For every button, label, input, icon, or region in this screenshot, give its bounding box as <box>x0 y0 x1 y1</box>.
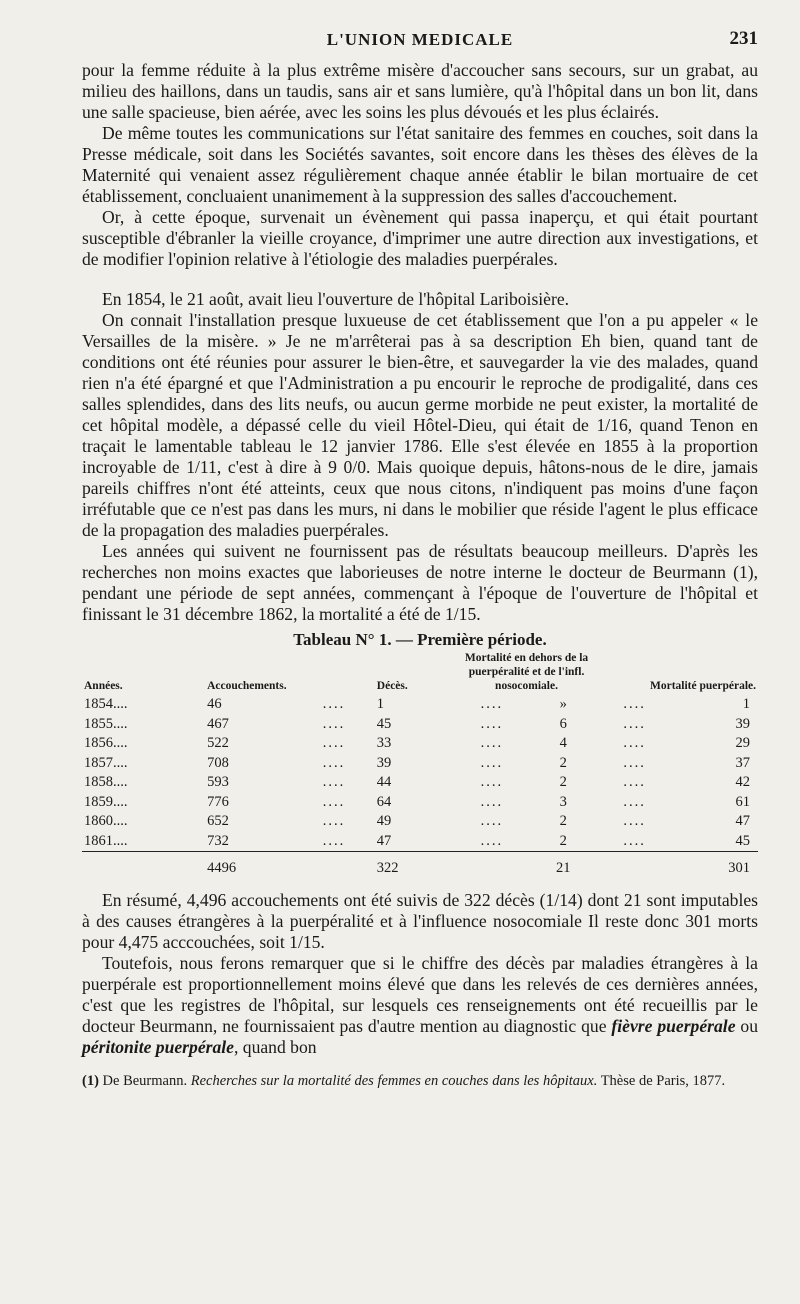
emphasis-fievre: fièvre puerpérale <box>611 1016 736 1036</box>
cell-deaths: 45 <box>376 715 392 732</box>
cell-births: 776 <box>207 793 229 810</box>
cell-external: 4 <box>559 735 567 751</box>
cell-empty <box>297 852 371 881</box>
cell-dots: .... <box>623 754 646 771</box>
paragraph-5: On connait l'installation presque luxueuse de cet établissement que l'on a pu appeler « le Versailles de la misère. » Je ne m'arrêterai pas à sa description Eh bien, quand tant de conditions ont été réunies pour assurer le bien-être, et sauvegarder la vie des malades, quand rien n'a été épargné et que l'Administration a pu encourir le reproche de prodigalité, dans ces salles splendides, dans des lits neufs, ou aucun germe morbide ne peut exister, la mortalité de cet hôpital modèle, a dépassé celle du vieil Hôtel-Dieu, qui était de 1/16, quand Tenon en traçait le lamentable tableau le 12 janvier 1786. Elle s'est élevée en 1855 à la proportion incroyable de 1/11, c'est à dire à 9 0/0. Mais quoique depuis, hâtons-nous de le dire, jamais pareils chiffres n'ont été atteints, ceux que nous citons, n'indiquent pas moins d'une façon irréfutable que ce n'est pas dans les murs, ni dans le mobilier que réside l'agent le plus efficace de la propagation des maladies puerpérales. <box>82 310 758 540</box>
paragraph-2: De même toutes les communications sur l'état sanitaire des femmes en couches, soit dans la Presse médicale, soit dans les Sociétés savantes, soit encore dans les thèses des élèves de la Maternité qui venaient assez régulièrement chaque année établir le bilan mortuaire de cet établissement, concluaient unanimement à la suppression des salles d'accouchement. <box>82 123 758 206</box>
cell-external: 3 <box>559 793 567 810</box>
table-row <box>82 832 758 852</box>
cell-births: 732 <box>207 832 229 849</box>
table-row <box>82 734 758 754</box>
footnote-rest: Thèse de Paris, 1877. <box>600 1073 726 1089</box>
cell-year: 1858.... <box>84 774 128 790</box>
cell-external: 6 <box>559 715 567 732</box>
footnote-title: Recherches sur la mortalité des femmes en couches dans les hôpitaux. <box>190 1073 598 1089</box>
cell-dots: .... <box>480 754 504 771</box>
cell-empty <box>598 852 672 881</box>
paragraph-3: Or, à cette époque, survenait un évènement qui passa inaperçu, et qui était pourtant susceptible d'ébranler la vieille croyance, d'imprimer une autre direction aux investigations, et de modifier l'opinion relative à l'étiologie des maladies puerpérales. <box>82 207 758 269</box>
cell-deaths: 39 <box>376 754 392 771</box>
cell-dots: .... <box>322 754 346 771</box>
cell-year: 1854.... <box>84 696 128 712</box>
footnote <box>82 1072 758 1090</box>
table-row <box>82 754 758 774</box>
cell-year: 1861.... <box>84 832 128 849</box>
cell-deaths: 1 <box>376 696 385 712</box>
cell-puerperal: 61 <box>735 793 750 810</box>
cell-dots: .... <box>480 793 504 810</box>
cell-dots: .... <box>480 715 504 732</box>
paragraph-6: Les années qui suivent ne fournissent pas de résultats beaucoup meilleurs. D'après les recherches non moins exactes que laborieuses de notre interne le docteur de Beurmann (1), pendant une période de sept années, commençant à l'époque de l'ouverture de l'hôpital et finissant le 31 décembre 1862, la mortalité a été de 1/15. <box>82 541 758 624</box>
cell-external: 2 <box>559 774 567 790</box>
cell-external: 2 <box>559 832 567 849</box>
cell-empty <box>82 852 189 881</box>
cell-external: » <box>559 696 567 712</box>
cell-dots: .... <box>322 793 346 810</box>
document-page <box>82 0 758 1090</box>
cell-year: 1859.... <box>84 793 128 810</box>
cell-puerperal: 47 <box>735 813 750 829</box>
cell-empty <box>455 852 529 881</box>
header-births: Accouchements. <box>207 680 287 692</box>
total-deaths: 322 <box>371 852 455 881</box>
cell-puerperal: 42 <box>735 774 750 790</box>
header-deaths: Décès. <box>376 680 408 692</box>
cell-deaths: 47 <box>376 832 392 849</box>
cell-dots: .... <box>623 735 646 751</box>
cell-deaths: 33 <box>376 735 392 751</box>
cell-deaths: 44 <box>376 774 392 790</box>
page-number: 231 <box>729 28 758 49</box>
table-totals-row <box>82 852 758 881</box>
table-row <box>82 715 758 735</box>
cell-external: 2 <box>559 813 567 829</box>
emphasis-peritonite: péritonite puerpérale <box>82 1037 234 1057</box>
cell-external: 2 <box>559 754 567 771</box>
total-puerperal: 301 <box>671 852 758 881</box>
paragraph-toutefois: Toutefois, nous ferons remarquer que si le chiffre des décès par maladies étrangères à la puerpérale est proportionnellement moins élevé que dans les relevés de ces dernières années, c'est que les registres de l'hôpital, sur lesquels ces renseignements ont été recueillis par le docteur Beurmann, ne fournissaient pas d'autre mention au diagnostic que fièvre puerpérale ou péritonite puerpérale, quand bon <box>82 953 758 1057</box>
mortality-table <box>82 651 758 880</box>
cell-dots: .... <box>623 696 646 712</box>
running-header <box>82 0 758 60</box>
cell-dots: .... <box>623 813 646 829</box>
cell-births: 46 <box>207 696 222 712</box>
table-header-row <box>82 651 758 695</box>
cell-dots: .... <box>623 793 646 810</box>
cell-dots: .... <box>480 832 504 849</box>
cell-year: 1860.... <box>84 813 128 829</box>
cell-dots: .... <box>623 832 646 849</box>
cell-births: 652 <box>207 813 229 829</box>
cell-puerperal: 45 <box>735 832 750 849</box>
cell-dots: .... <box>480 696 504 712</box>
header-external: Mortalité en dehors de la puerpéralité et de l'infl. nosocomiale. <box>464 652 589 692</box>
table-row <box>82 793 758 813</box>
cell-births: 593 <box>207 774 229 790</box>
cell-dots: .... <box>480 735 504 751</box>
total-external: 21 <box>529 852 598 881</box>
cell-dots: .... <box>480 774 504 790</box>
table-body <box>82 695 758 880</box>
table-row <box>82 773 758 793</box>
cell-dots: .... <box>322 735 346 751</box>
table-title: Tableau N° 1. — Première période. <box>293 630 547 649</box>
cell-dots: .... <box>322 696 346 712</box>
cell-puerperal: 29 <box>735 735 750 751</box>
header-year: Années. <box>84 680 123 692</box>
cell-year: 1856.... <box>84 735 128 751</box>
cell-dots: .... <box>480 813 504 829</box>
cell-year: 1855.... <box>84 715 128 732</box>
cell-puerperal: 39 <box>735 715 750 732</box>
cell-puerperal: 37 <box>735 754 750 771</box>
footnote-mark: (1) <box>82 1073 99 1089</box>
cell-births: 708 <box>207 754 229 771</box>
cell-dots: .... <box>322 832 346 849</box>
table-row <box>82 812 758 832</box>
total-births: 4496 <box>189 852 297 881</box>
cell-dots: .... <box>322 813 346 829</box>
paragraph-summary: En résumé, 4,496 accouchements ont été suivis de 322 décès (1/14) dont 21 sont imputables à des causes étrangères à la puerpéralité et à l'influence nosocomiale Il reste donc 301 morts pour 4,475 acccouchées, soit 1/15. <box>82 890 758 952</box>
cell-dots: .... <box>623 774 646 790</box>
cell-dots: .... <box>322 774 346 790</box>
cell-puerperal: 1 <box>742 696 750 712</box>
header-puerperal: Mortalité puerpérale. <box>649 680 756 692</box>
cell-year: 1857.... <box>84 754 128 771</box>
table-row <box>82 695 758 715</box>
cell-births: 522 <box>207 735 229 751</box>
cell-deaths: 64 <box>376 793 392 810</box>
journal-title: L'UNION MEDICALE <box>326 30 514 49</box>
footnote-author: De Beurmann. <box>102 1073 188 1089</box>
cell-births: 467 <box>207 715 229 732</box>
cell-deaths: 49 <box>376 813 392 829</box>
cell-dots: .... <box>623 715 646 732</box>
paragraph-1: pour la femme réduite à la plus extrême misère d'accoucher sans secours, sur un grabat, au milieu des haillons, dans un taudis, sans air et sans lumière, qu'à l'hôpital dans un bon lit, dans une salle spacieuse, bien aérée, avec les soins les plus dévoués et les plus éclairés. <box>82 60 758 122</box>
paragraph-4: En 1854, le 21 août, avait lieu l'ouverture de l'hôpital Lariboisière. <box>102 289 570 309</box>
cell-dots: .... <box>322 715 346 732</box>
